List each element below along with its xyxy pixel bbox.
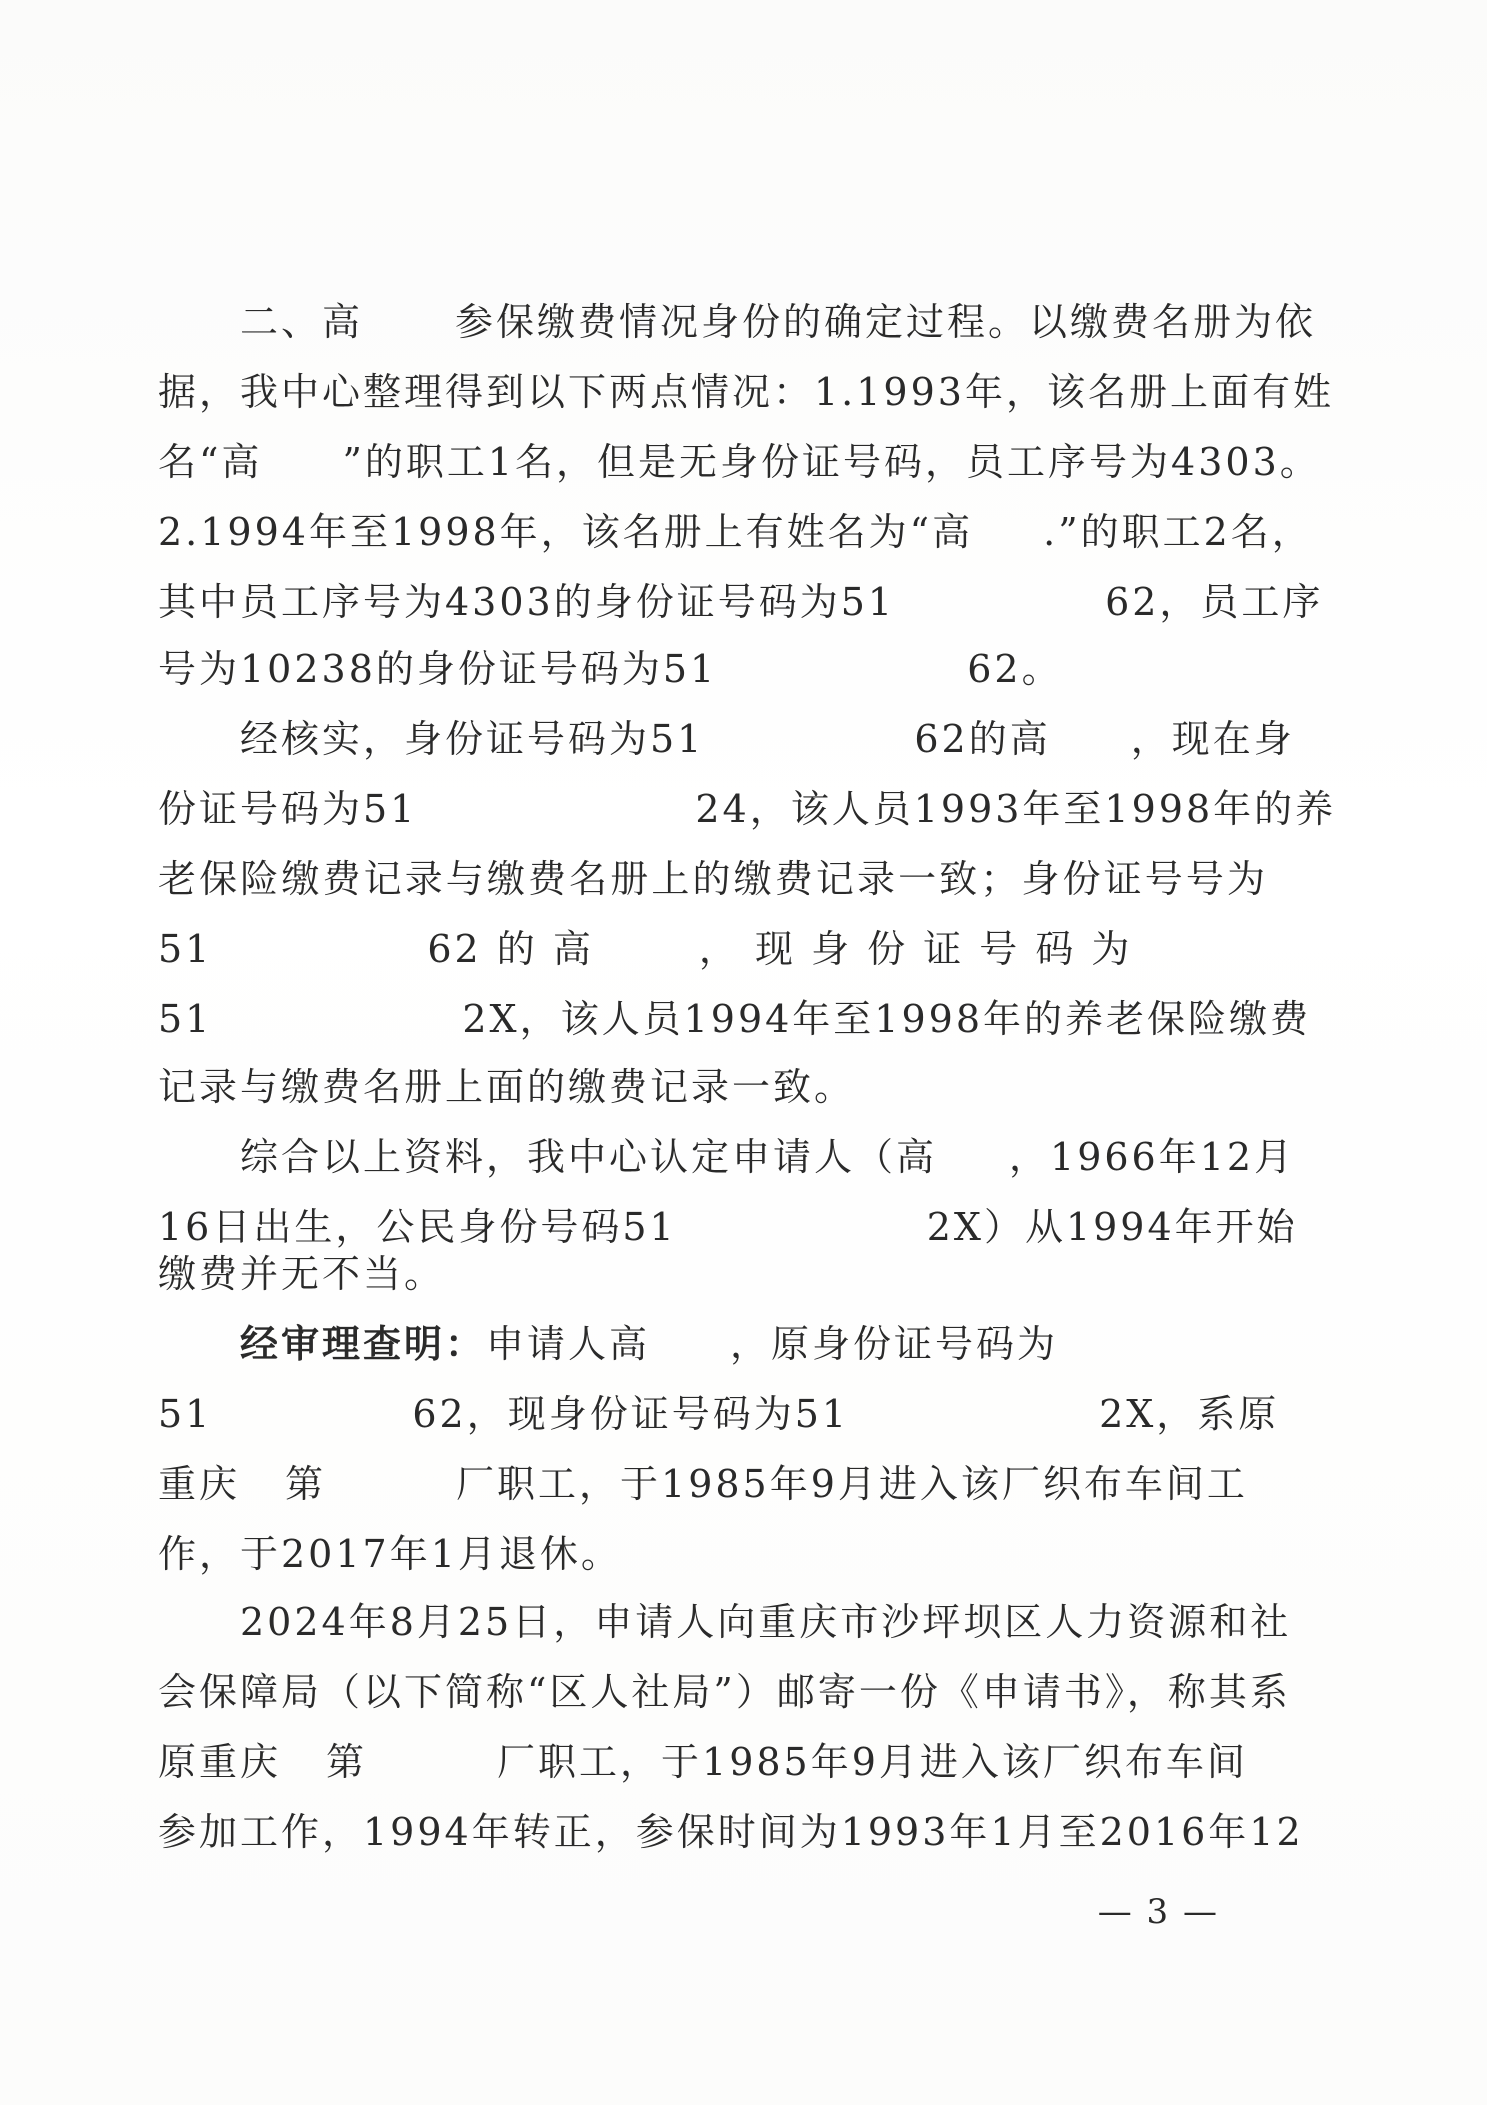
text-segment: 份证号码为51 bbox=[158, 787, 418, 831]
text-segment: 参保缴费情况身份的确定过程。以缴费名册为依 bbox=[455, 300, 1317, 344]
text-segment: 重庆 bbox=[158, 1462, 241, 1506]
text-segment: ，1966年12月 bbox=[1009, 1135, 1296, 1179]
text-line bbox=[158, 578, 1324, 626]
text-segment: 厂职工，于1985年9月进入该厂织布车间工 bbox=[456, 1462, 1248, 1506]
text-segment: 综合以上资料，我中心认定申请人（高 bbox=[240, 1135, 938, 1179]
redaction bbox=[677, 1211, 927, 1251]
text-segment: 62，员工序 bbox=[1105, 580, 1324, 624]
redaction bbox=[849, 1398, 1099, 1438]
page-number: — 3 — bbox=[1097, 1892, 1219, 1932]
text-segment: 经核实，身份证号码为51 bbox=[240, 717, 705, 761]
text-segment: 24，该人员1993年至1998年的养 bbox=[695, 787, 1337, 831]
text-line bbox=[158, 1203, 1298, 1251]
text-segment: 62，现身份证号码为51 bbox=[412, 1392, 850, 1436]
text-segment: 2X）从1994年开始 bbox=[926, 1205, 1298, 1249]
text-line: 据，我中心整理得到以下两点情况：1.1993年，该名册上面有姓 bbox=[158, 370, 1334, 414]
redaction bbox=[363, 306, 455, 346]
text-line bbox=[158, 1738, 1268, 1786]
redaction bbox=[895, 586, 1105, 626]
text-segment: .”的职工2名， bbox=[1043, 510, 1313, 554]
redaction bbox=[281, 1746, 326, 1786]
text-segment: 51 bbox=[158, 997, 213, 1041]
text-segment: ”的职工1名，但是无身份证号码，员工序号为4303。 bbox=[342, 440, 1321, 484]
text-line bbox=[158, 508, 1313, 556]
text-line: 会保障局（以下简称“区人社局”）邮寄一份《申请书》，称其系 bbox=[158, 1670, 1291, 1714]
text-segment: 2.1994年至1998年，该名册上有姓名为“高 bbox=[158, 510, 974, 554]
text-line bbox=[158, 645, 1268, 693]
text-line bbox=[158, 925, 1268, 973]
text-line: 2024年8月25日，申请人向重庆市沙坪坝区人力资源和社 bbox=[240, 1600, 1292, 1644]
text-segment: ，原身份证号码为 bbox=[730, 1322, 1059, 1366]
text-line bbox=[158, 785, 1337, 833]
redaction bbox=[937, 1141, 1009, 1181]
text-segment: 62。 bbox=[967, 647, 1063, 691]
redaction bbox=[212, 1003, 462, 1043]
text-segment: 二、高 bbox=[240, 300, 364, 344]
redaction bbox=[240, 1468, 285, 1508]
redaction bbox=[367, 1746, 497, 1786]
text-segment: 名“高 bbox=[158, 440, 263, 484]
text-line: 记录与缴费名册上面的缴费记录一致。 bbox=[158, 1065, 856, 1109]
text-segment: 申请人高 bbox=[486, 1322, 651, 1366]
text-line bbox=[240, 298, 1317, 346]
redaction bbox=[262, 446, 342, 486]
redaction bbox=[594, 933, 699, 973]
redaction bbox=[973, 516, 1043, 556]
redaction bbox=[650, 1328, 730, 1368]
redaction bbox=[212, 933, 427, 973]
text-segment: 2X，系原 bbox=[1099, 1392, 1280, 1436]
text-segment: 第 bbox=[285, 1462, 327, 1506]
text-segment: 其中员工序号为4303的身份证号码为51 bbox=[158, 580, 896, 624]
text-line bbox=[240, 1320, 1268, 1368]
text-segment: ，现在身 bbox=[1130, 717, 1295, 761]
text-segment: 第 bbox=[326, 1740, 368, 1784]
text-segment: 16日出生，公民身份号码51 bbox=[158, 1205, 677, 1249]
text-segment: 51 bbox=[158, 927, 213, 971]
text-line bbox=[158, 995, 1312, 1043]
redaction bbox=[417, 793, 695, 833]
text-segment: 51 bbox=[158, 1392, 213, 1436]
text-line: 老保险缴费记录与缴费名册上的缴费记录一致；身份证号号为 bbox=[158, 857, 1268, 901]
redaction bbox=[212, 1398, 412, 1438]
text-segment: ， 现 身 份 证 号 码 为 bbox=[698, 927, 1133, 971]
text-segment: 2X，该人员1994年至1998年的养老保险缴费 bbox=[462, 997, 1312, 1041]
text-segment: 原重庆 bbox=[158, 1740, 282, 1784]
text-line bbox=[158, 438, 1321, 486]
redaction bbox=[326, 1468, 456, 1508]
text-line bbox=[158, 1390, 1280, 1438]
heading-label: 经审理查明： bbox=[240, 1321, 487, 1366]
text-segment: 62的高 bbox=[914, 717, 1051, 761]
text-line bbox=[240, 1133, 1296, 1181]
redaction bbox=[717, 653, 967, 693]
text-segment: 62 的 高 bbox=[427, 927, 594, 971]
text-line: 作，于2017年1月退休。 bbox=[158, 1532, 622, 1576]
text-line: 参加工作，1994年转正，参保时间为1993年1月至2016年12 bbox=[158, 1810, 1304, 1854]
text-line bbox=[158, 1460, 1268, 1508]
text-line: 缴费并无不当。 bbox=[158, 1252, 446, 1296]
redaction bbox=[704, 723, 914, 763]
text-segment: 号为10238的身份证号码为51 bbox=[158, 647, 718, 691]
redaction bbox=[1051, 723, 1131, 763]
text-segment: 厂职工，于1985年9月进入该厂织布车间 bbox=[497, 1740, 1248, 1784]
text-line bbox=[240, 715, 1295, 763]
